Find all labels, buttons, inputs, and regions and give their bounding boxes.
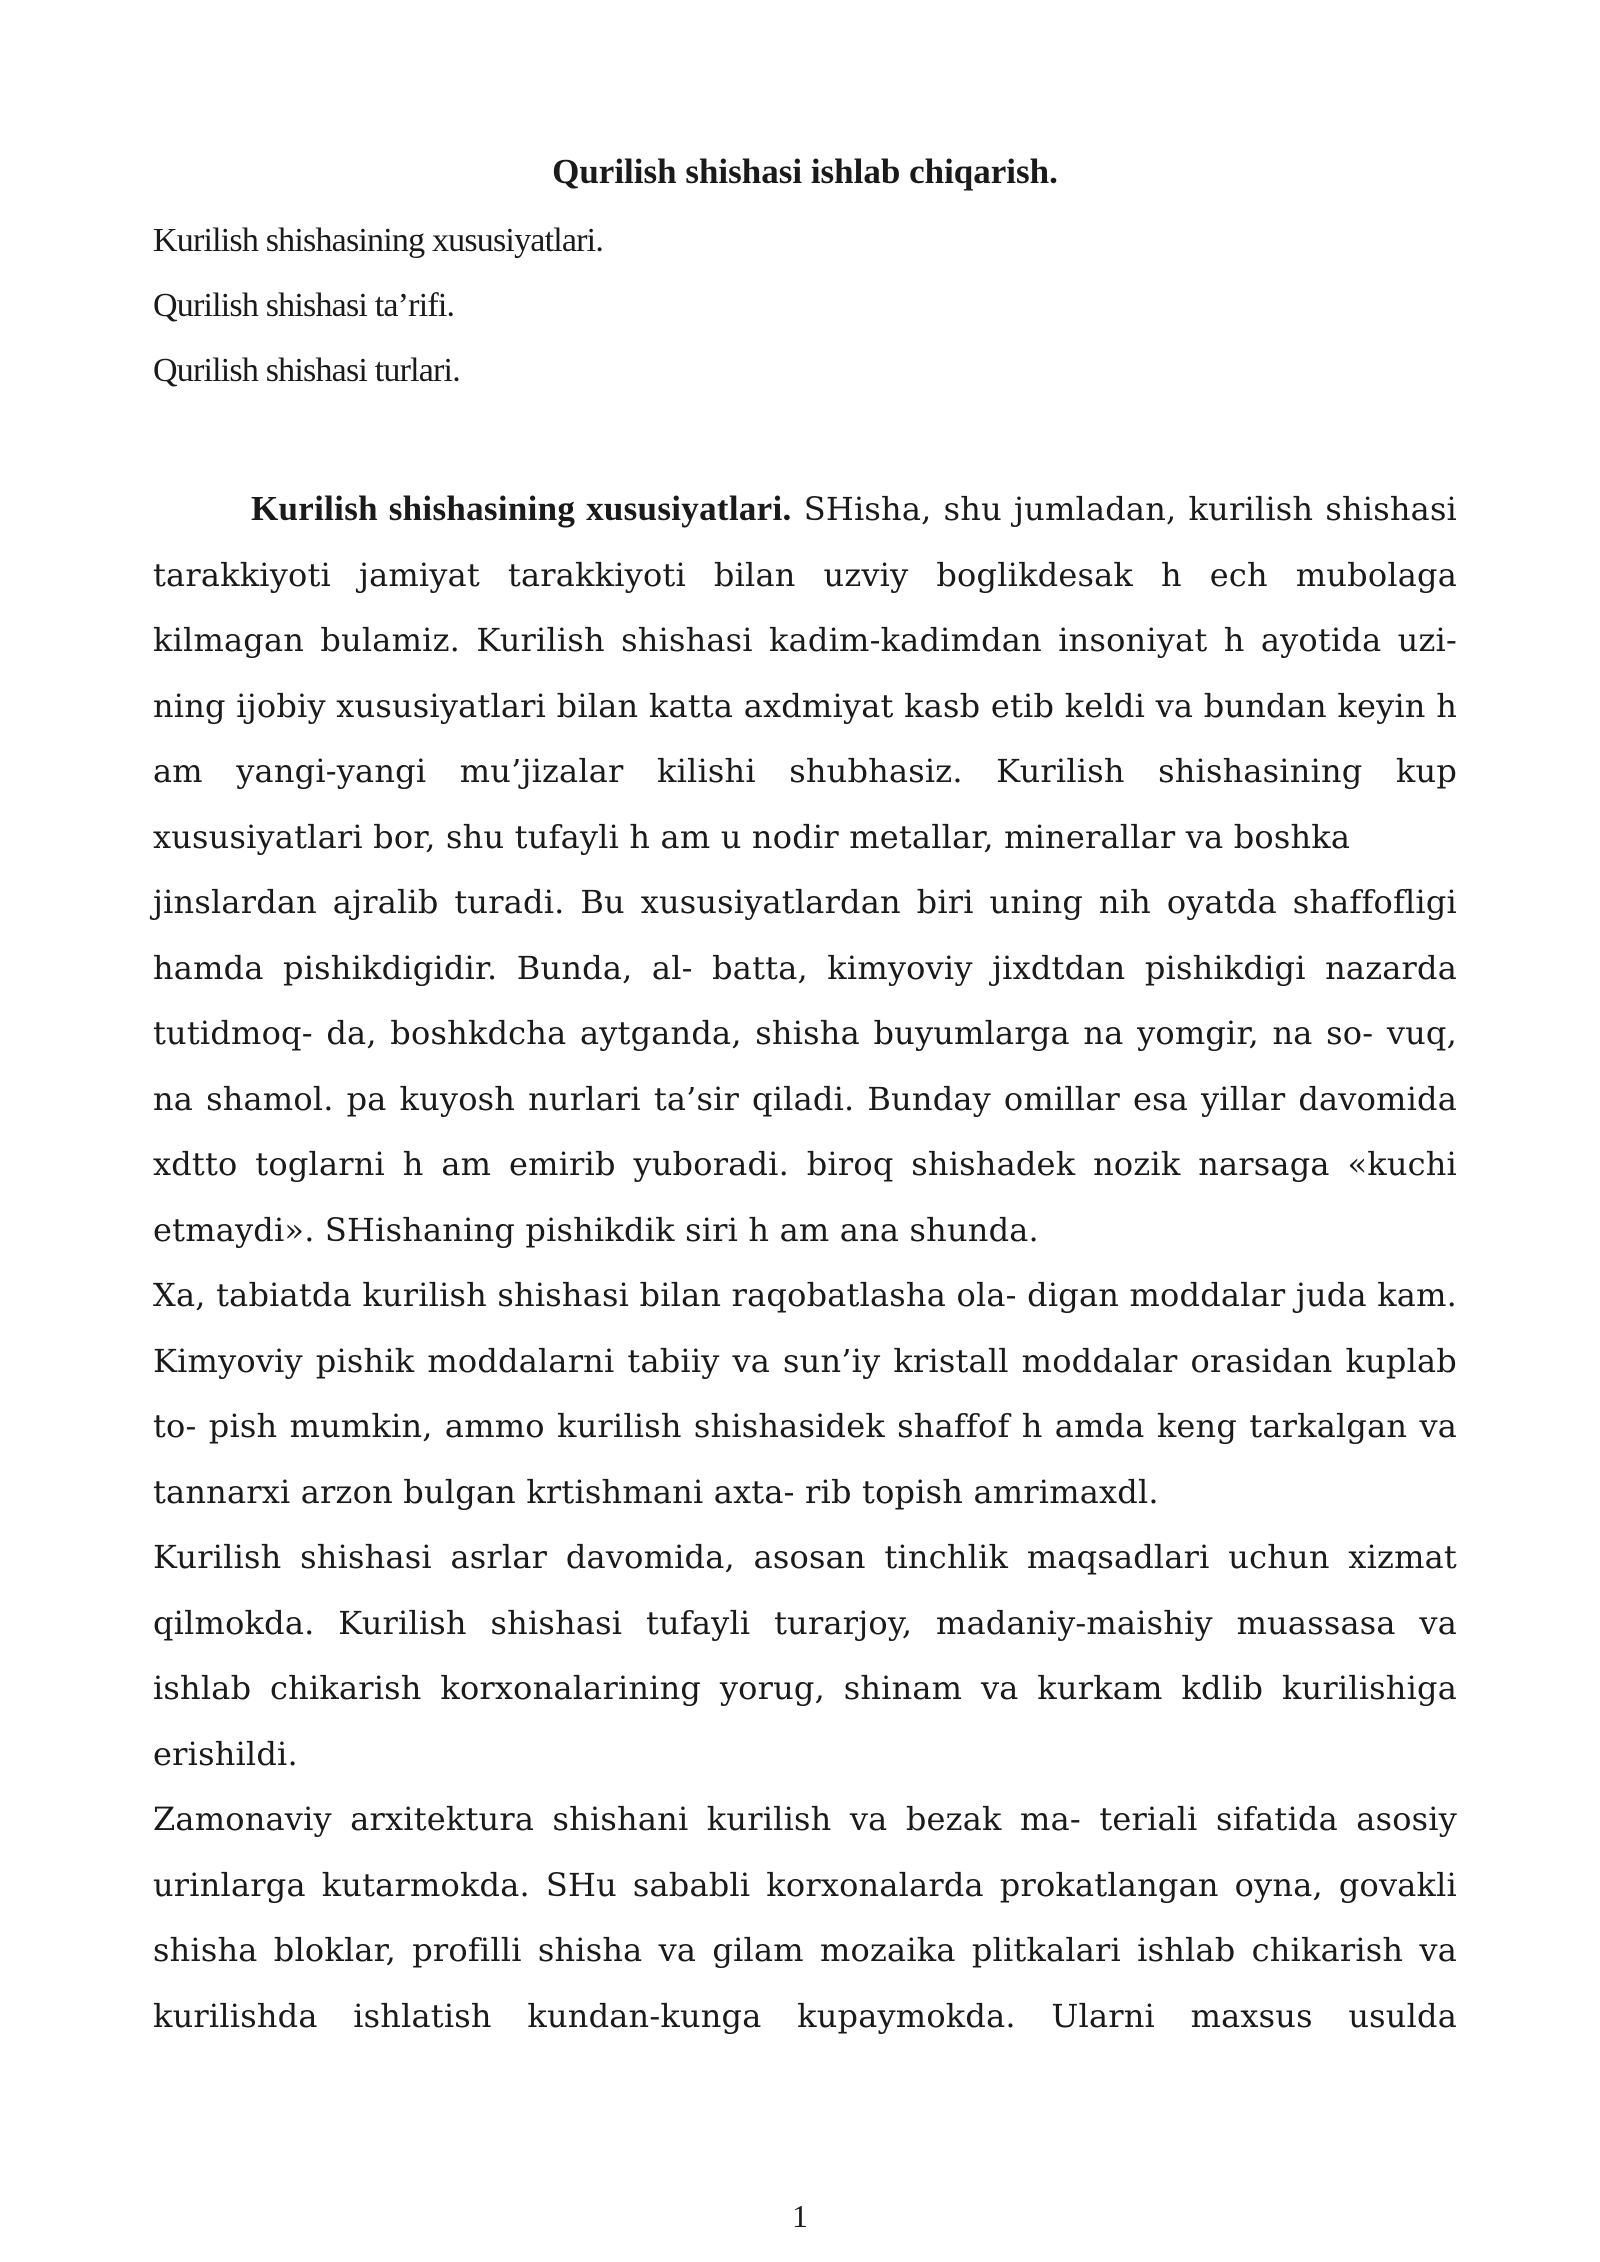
section-heading: Kurilish shishasining xususiyatlari. bbox=[251, 489, 792, 528]
outline-item: Qurilish shishasi ta’rifi. bbox=[153, 287, 455, 324]
outline-item: Qurilish shishasi turlari. bbox=[153, 352, 460, 389]
topic-outline bbox=[153, 216, 603, 411]
paragraph: jinslardan ajralib turadi. Bu xususiyatlardan biri uning nih oyatda shaffofligi hamda pishikdigidir. Bunda, al- batta, kimyoviy jixdtdan pishikdigi nazarda tutidmoq- da, boshkdcha aytganda, shisha buyumlarga na yomgir, na so- vuq, na shamol. pa kuyosh nurlari ta’sir qiladi. Bunday omillar esa yillar davomida xdtto toglarni h am emirib yuboradi. biroq shishadek nozik narsaga «kuchi etmaydi». SHishaning pishikdik siri h am ana shunda. bbox=[153, 883, 1457, 1249]
paragraph bbox=[153, 476, 1457, 870]
document-title: Qurilish shishasi ishlab chiqarish. bbox=[552, 152, 1058, 191]
outline-item: Kurilish shishasining xususiyatlari. bbox=[153, 222, 604, 259]
paragraph: Xa, tabiatda kurilish shishasi bilan raqobatlasha ola- digan moddalar juda kam. Kimyoviy pishik moddalarni tabiiy va sun’iy kristall moddalar orasidan kuplab to- pish mumkin, ammo kurilish shishasidek shaffof h amda keng tarkalgan va tannarxi arzon bulgan krtishmani axta- rib topish amrimaxdl. bbox=[153, 1276, 1457, 1511]
paragraph: Zamonaviy arxitektura shishani kurilish va bezak ma- teriali sifatida asosiy urinlarga kutarmokda. SHu sababli korxonalarda prokatlangan oyna, govakli shisha bloklar, profilli shisha va gilam mozaika plitkalari ishlab chikarish va kurilishda ishlatish kundan-kunga kupaymokda. Ularni maxsus usulda bbox=[153, 1800, 1457, 2035]
page-number: 1 bbox=[792, 2198, 808, 2234]
paragraph-text: SHisha, shu jumladan, kurilish shishasi tarakkiyoti jamiyat tarakkiyoti bilan uzviy boglikdesak h ech mubolaga kilmagan bulamiz. Kurilish shishasi kadim-kadimdan insoniyat h ayotida uzi- ning ijobiy xususiyatlari bilan katta axdmiyat kasb etib keldi va bundan keyin h am yangi-yangi mu’jizalar kilishi shubhasiz. Kurilish shishasining kup xususiyatlari bor, shu tufayli h am u nodir metallar, minerallar va boshka bbox=[153, 490, 1457, 856]
body-text bbox=[153, 476, 1457, 2049]
paragraph: Kurilish shishasi asrlar davomida, asosan tinchlik maqsadlari uchun xizmat qilmokda. Kurilish shishasi tufayli turarjoy, madaniy-maishiy muassasa va ishlab chikarish korxonalarining yorug, shinam va kurkam kdlib kurilishiga erishildi. bbox=[153, 1538, 1457, 1773]
